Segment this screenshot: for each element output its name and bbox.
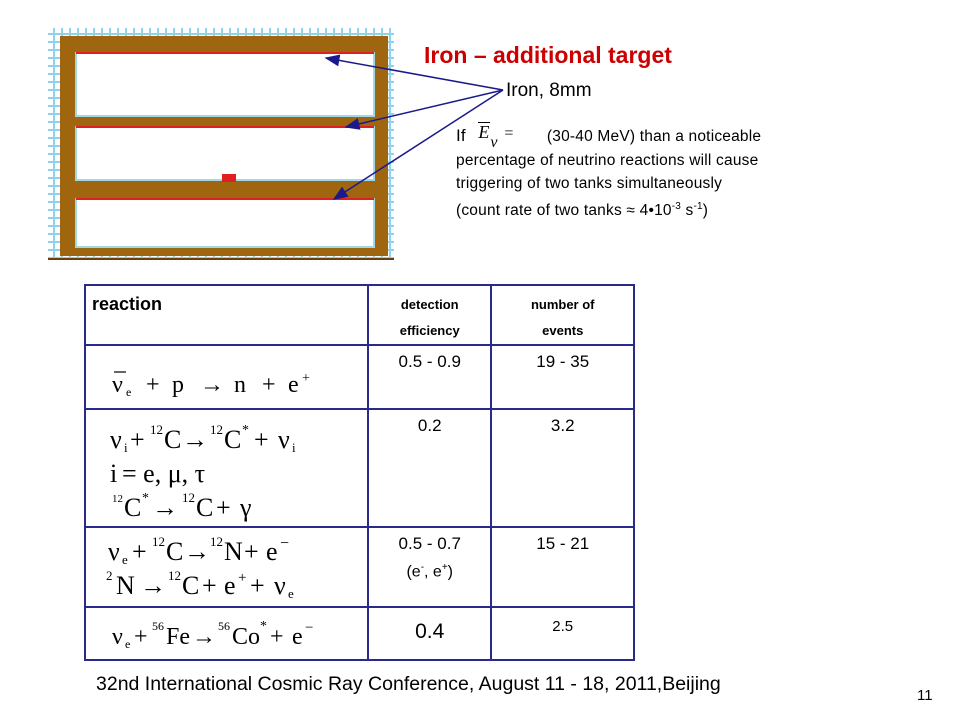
footer-conference: 32nd International Cosmic Ray Conference, August 11 - 18, 2011,Beijing bbox=[96, 673, 721, 695]
svg-text:i: i bbox=[292, 440, 296, 455]
svg-text:N: N bbox=[116, 571, 135, 600]
slide-title: Iron – additional target bbox=[424, 42, 672, 68]
header-efficiency: detection efficiency bbox=[399, 297, 460, 338]
formula-row-3 bbox=[86, 528, 364, 604]
svg-text:→: → bbox=[200, 372, 224, 398]
svg-text:ν: ν bbox=[112, 372, 123, 398]
note-line-2: percentage of neutrino reactions will cause bbox=[456, 152, 759, 169]
svg-text:N: N bbox=[224, 537, 243, 566]
svg-text:e: e bbox=[224, 571, 236, 600]
svg-text:ν: ν bbox=[274, 571, 286, 600]
svg-text:n: n bbox=[234, 372, 246, 398]
svg-text:C: C bbox=[166, 537, 184, 566]
iron-label: Iron, 8mm bbox=[506, 80, 592, 101]
svg-text:+: + bbox=[254, 425, 269, 454]
table-row bbox=[85, 527, 634, 607]
svg-text:C: C bbox=[224, 425, 242, 454]
svg-text:+: + bbox=[302, 371, 310, 386]
page-number: 11 bbox=[917, 687, 933, 704]
svg-text:+: + bbox=[262, 372, 276, 398]
note-line-4: (count rate of two tanks ≈ $4•10^{-3}$ $s^{-1}$) bbox=[456, 201, 709, 220]
svg-text:12: 12 bbox=[112, 493, 123, 505]
svg-text:12: 12 bbox=[210, 422, 223, 437]
svg-text:C: C bbox=[196, 493, 214, 522]
svg-text:→: → bbox=[140, 571, 166, 600]
efficiency-value: 0.4 bbox=[415, 620, 445, 643]
table-row bbox=[85, 607, 634, 660]
svg-text:Fe: Fe bbox=[166, 624, 190, 650]
svg-text:12: 12 bbox=[152, 534, 165, 549]
formula-row-4 bbox=[86, 608, 364, 658]
svg-text:→: → bbox=[192, 624, 216, 650]
svg-text:→: → bbox=[184, 537, 210, 566]
svg-text:+: + bbox=[130, 425, 145, 454]
svg-text:+: + bbox=[134, 624, 148, 650]
svg-text:12: 12 bbox=[168, 568, 181, 583]
events-value: 3.2 bbox=[550, 416, 575, 435]
svg-text:e: e bbox=[292, 624, 303, 650]
events-value: 19 - 35 bbox=[536, 352, 590, 371]
svg-text:−: − bbox=[305, 620, 314, 636]
svg-text:+: + bbox=[132, 537, 147, 566]
svg-text:i: i bbox=[124, 440, 128, 455]
note-block bbox=[456, 124, 896, 222]
svg-text:γ: γ bbox=[240, 493, 252, 522]
svg-text:e: e bbox=[125, 637, 131, 651]
svg-text:e: e bbox=[266, 537, 278, 566]
svg-text:+: + bbox=[270, 624, 284, 650]
svg-text:ν: ν bbox=[112, 624, 123, 650]
svg-text:Co: Co bbox=[232, 624, 261, 650]
svg-text:−: − bbox=[280, 535, 290, 552]
svg-text:+: + bbox=[216, 493, 231, 522]
svg-text:→: → bbox=[152, 493, 178, 522]
svg-text:*: * bbox=[242, 423, 249, 438]
note-range: (30-40 MeV) than a noticeable bbox=[546, 128, 762, 145]
header-events: number of events bbox=[530, 297, 595, 338]
events-value: 15 - 21 bbox=[536, 534, 590, 553]
svg-text:+: + bbox=[202, 571, 217, 600]
svg-text:e: e bbox=[288, 586, 294, 601]
table-row bbox=[85, 345, 634, 409]
svg-text:12: 12 bbox=[150, 422, 163, 437]
svg-text:e: e bbox=[122, 552, 128, 567]
note-if: If bbox=[456, 126, 466, 145]
note-line-3: triggering of two tanks simultaneously bbox=[456, 175, 723, 192]
reaction-table bbox=[84, 284, 635, 661]
svg-text:+: + bbox=[244, 537, 259, 566]
svg-text:+: + bbox=[146, 372, 160, 398]
svg-text:C: C bbox=[164, 425, 182, 454]
svg-text:*: * bbox=[142, 491, 149, 506]
efficiency-value: 0.5 - 0.7 bbox=[398, 534, 461, 553]
svg-text:e: e bbox=[288, 372, 299, 398]
svg-text:+: + bbox=[238, 570, 247, 586]
svg-text:12: 12 bbox=[210, 534, 223, 549]
svg-text:*: * bbox=[260, 619, 267, 634]
formula-row-1 bbox=[86, 346, 364, 406]
svg-text:= e, μ, τ: = e, μ, τ bbox=[122, 459, 206, 488]
svg-text:C: C bbox=[182, 571, 200, 600]
svg-text:ν: ν bbox=[278, 425, 290, 454]
formula-row-2 bbox=[86, 410, 364, 524]
svg-text:2: 2 bbox=[106, 568, 113, 583]
efficiency-note: (e-, e+) bbox=[406, 562, 453, 581]
svg-text:56: 56 bbox=[152, 619, 164, 633]
svg-text:12: 12 bbox=[182, 490, 195, 505]
svg-text:e: e bbox=[126, 385, 132, 399]
table-header-row bbox=[85, 285, 634, 345]
svg-text:ν: ν bbox=[108, 537, 120, 566]
mean-energy-symbol: E ν = bbox=[478, 122, 514, 151]
svg-text:→: → bbox=[182, 425, 208, 454]
svg-text:p: p bbox=[172, 372, 184, 398]
svg-text:ν: ν bbox=[110, 425, 122, 454]
svg-text:56: 56 bbox=[218, 619, 230, 633]
svg-text:+: + bbox=[250, 571, 265, 600]
table-row bbox=[85, 409, 634, 527]
svg-text:i: i bbox=[110, 459, 118, 488]
header-reaction: reaction bbox=[92, 294, 163, 314]
efficiency-value: 0.5 - 0.9 bbox=[398, 352, 461, 371]
efficiency-value: 0.2 bbox=[417, 416, 442, 435]
svg-text:C: C bbox=[124, 493, 142, 522]
events-value: 2.5 bbox=[552, 618, 574, 635]
